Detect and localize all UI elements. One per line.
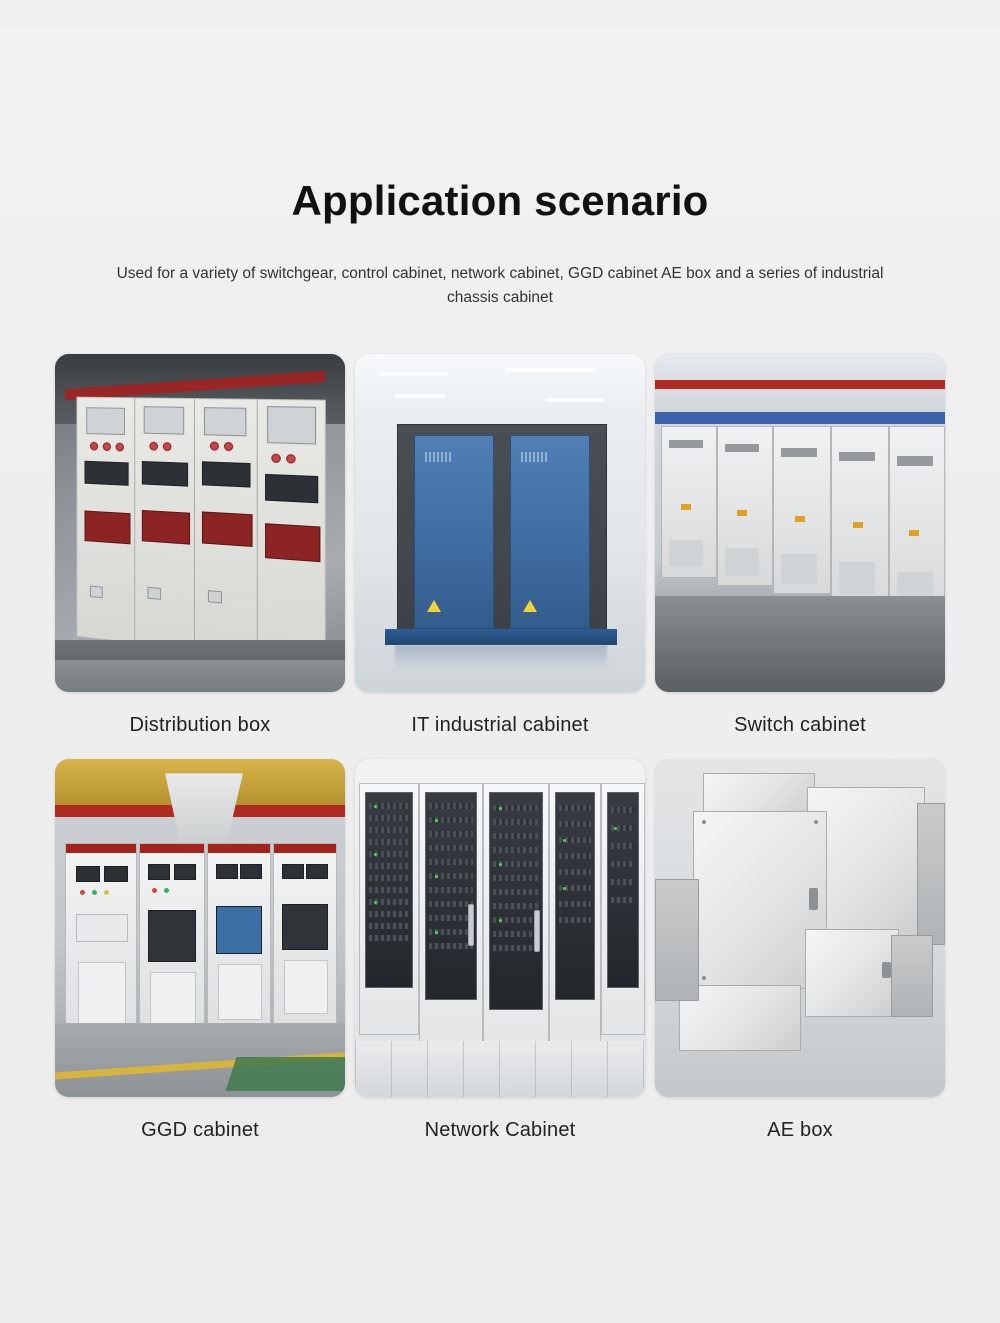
gallery-item-caption: Distribution box (129, 714, 271, 737)
page-title: Application scenario (291, 177, 709, 225)
gallery-item (355, 354, 645, 743)
application-scenario-page (0, 28, 1000, 1323)
gallery-item-caption: Network Cabinet (424, 1119, 576, 1142)
network-cabinet-image (355, 759, 645, 1097)
it-industrial-cabinet-image (355, 354, 645, 692)
gallery-item-caption: GGD cabinet (141, 1119, 259, 1142)
page-subtitle: Used for a variety of switchgear, control cabinet, network cabinet, GGD cabinet AE box and a series of industrial chassis cabinet (116, 265, 884, 307)
scenario-gallery (55, 354, 945, 1148)
ggd-cabinet-image (55, 759, 345, 1097)
gallery-item (655, 354, 945, 743)
distribution-box-image (55, 354, 345, 692)
ae-box-image (655, 759, 945, 1097)
gallery-item-caption: AE box (767, 1119, 833, 1142)
gallery-item-caption: IT industrial cabinet (411, 714, 589, 737)
switch-cabinet-image (655, 354, 945, 692)
gallery-item (55, 354, 345, 743)
gallery-item (355, 759, 645, 1148)
gallery-item (655, 759, 945, 1148)
gallery-item-caption: Switch cabinet (734, 714, 866, 737)
gallery-item (55, 759, 345, 1148)
